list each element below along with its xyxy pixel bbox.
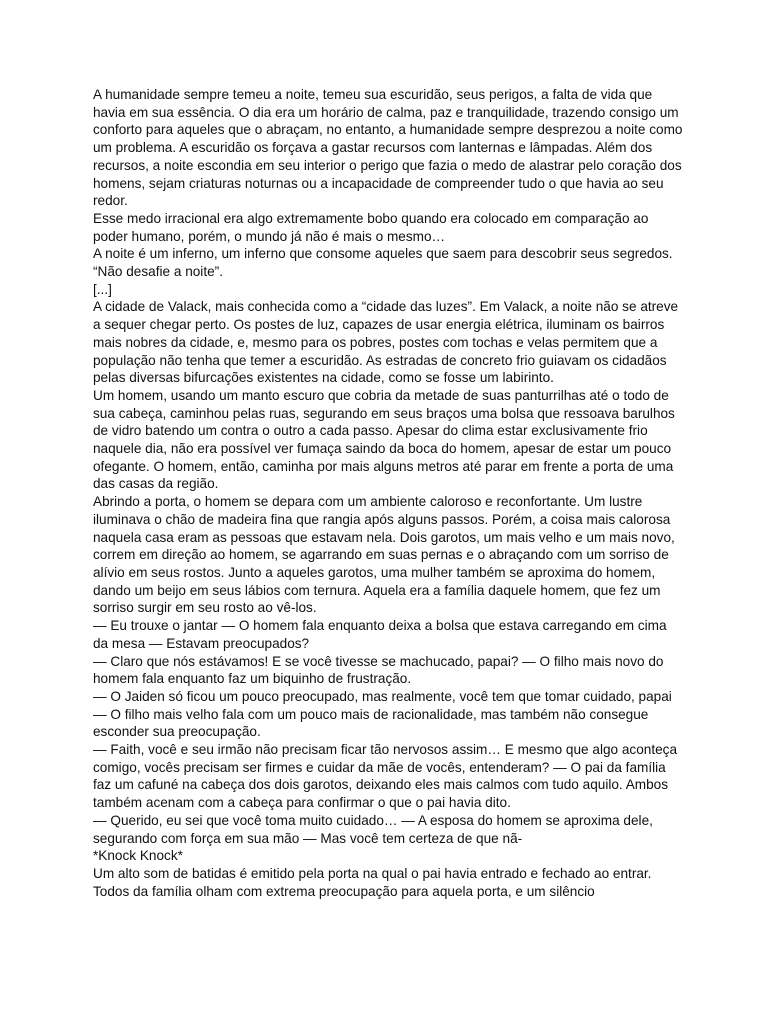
dialogue-line: — O Jaiden só ficou um pouco preocupado, mas realmente, você tem que tomar cuidado, papai — O filho mais velho fala com um pouco mais de racionalidade, mas também não consegue esconder sua preocupação. — [93, 688, 672, 740]
paragraph: Um alto som de batidas é emitido pela porta na qual o pai havia entrado e fechado ao entrar. Todos da família olham com extrema preocupação para aquela porta, e um silêncio — [93, 865, 652, 899]
paragraph: Abrindo a porta, o homem se depara com um ambiente caloroso e reconfortante. Um lustre iluminava o chão de madeira fina que rangia após alguns passos. Porém, a coisa mais calorosa naquela casa eram as pessoas que estavam nela. Dois garotos, um mais velho e um mais novo, correm em direção ao homem, se agarrando em suas pernas e o abraçando com um sorriso de alívio em seus rostos. Junto a aqueles garotos, uma mulher também se aproxima do homem, dando um beijo em seus lábios com ternura. Aquela era a família daquele homem, que fez um sorriso surgir em seu rosto ao vê-los. — [93, 494, 675, 616]
paragraph: Um homem, usando um manto escuro que cobria da metade de suas panturrilhas até o todo de sua cabeça, caminhou pelas ruas, segurando em seus braços uma bolsa que ressoava barulhos de vidro batendo um contra o outro a cada passo. Apesar do clima estar exclusivamente frio naquele dia, não era possível ver fumaça saindo da boca do homem, apesar de estar um pouco ofegante. O homem, então, caminha por mais alguns metros até parar em frente a porta de uma das casas da região. — [93, 387, 675, 492]
dialogue-line: — Claro que nós estávamos! E se você tivesse se machucado, papai? — O filho mais novo do homem fala enquanto faz um biquinho de frustração. — [93, 653, 664, 687]
paragraph: A cidade de Valack, mais conhecida como a “cidade das luzes”. Em Valack, a noite não se atreve a sequer chegar perto. Os postes de luz, capazes de usar energia elétrica, iluminam os bairros mais nobres da cidade, e, mesmo para os pobres, postes com tochas e velas permitem que a população não tenha que temer a escuridão. As estradas de concreto frio guiavam os cidadãos pelas diversas bifurcações existentes na cidade, como se fosse um labirinto. — [93, 299, 679, 386]
paragraph: “Não desafie a noite”. — [93, 264, 223, 280]
paragraph: [...] — [93, 281, 112, 297]
dialogue-line: — Eu trouxe o jantar — O homem fala enquanto deixa a bolsa que estava carregando em cima da mesa — Estavam preocupados? — [93, 618, 667, 651]
paragraph: A humanidade sempre temeu a noite, temeu sua escuridão, seus perigos, a falta de vida que havia em sua essência. O dia era um horário de calma, paz e tranquilidade, trazendo consigo um conforto para aqueles que o abraçam, no entanto, a humanidade sempre desprezou a noite como um problema. A escuridão os forçava a gastar recursos com lanternas e lâmpadas. Além dos recursos, a noite escondia em seu interior o perigo que fazia o medo de alastrar pelo coração dos homens, sejam criaturas noturnas ou a incapacidade de compreender tudo o que havia ao seu redor. — [93, 87, 683, 209]
sound-effect: *Knock Knock* — [93, 848, 183, 864]
dialogue-line: — Faith, você e seu irmão não precisam ficar tão nervosos assim… E mesmo que algo aconteça comigo, vocês precisam ser firmes e cuidar da mãe de vocês, entenderam? — O pai da família faz um cafuné na cabeça dos dois garotos, deixando eles mais calmos com tudo aquilo. Ambos também acenam com a cabeça para confirmar o que o pai havia dito. — [93, 742, 678, 811]
paragraph: A noite é um inferno, um inferno que consome aqueles que saem para descobrir seus segredos. — [93, 246, 673, 262]
document-body — [93, 86, 683, 900]
dialogue-line: — Querido, eu sei que você toma muito cuidado… — A esposa do homem se aproxima dele, segurando com força em sua mão — Mas você tem certeza de que nã- — [93, 812, 653, 846]
paragraph: Esse medo irracional era algo extremamente bobo quando era colocado em comparação ao poder humano, porém, o mundo já não é mais o mesmo… — [93, 210, 649, 244]
